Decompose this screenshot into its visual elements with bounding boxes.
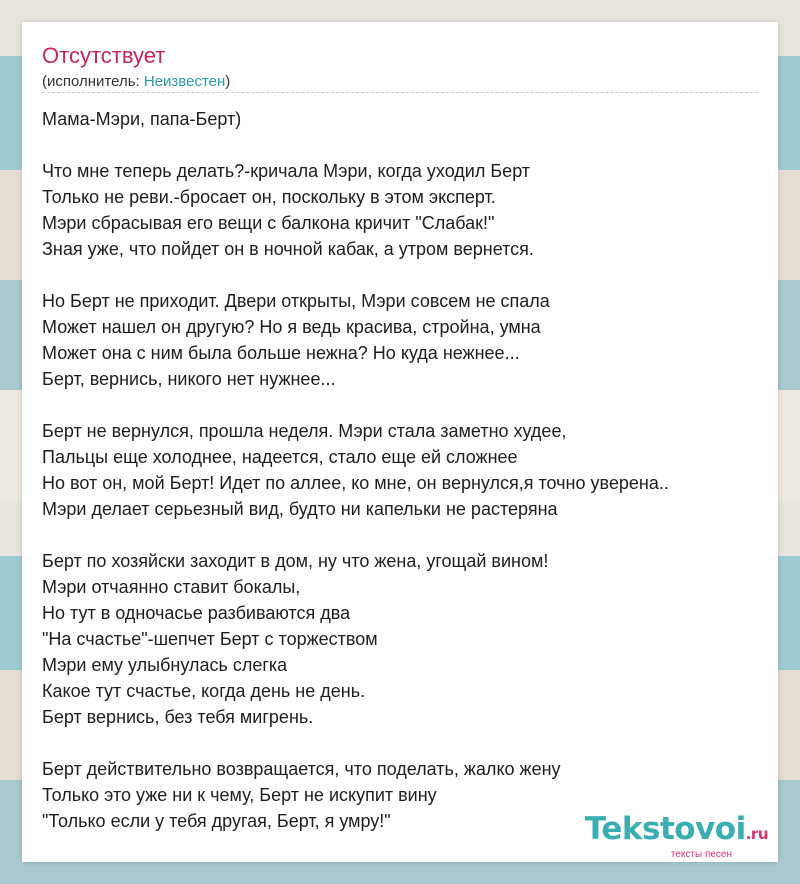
lyric-line: Какое тут счастье, когда день не день. [42, 681, 366, 701]
lyrics-text [42, 106, 768, 860]
lyric-line: Пальцы еще холоднее, надеется, стало еще ей сложнее [42, 447, 518, 467]
lyric-line: Мэри отчаянно ставит бокалы, [42, 577, 301, 597]
stanza [42, 158, 768, 262]
stanza [42, 288, 768, 392]
lyric-line: Берт вернись, без тебя мигрень. [42, 707, 314, 727]
stanza [42, 418, 768, 522]
artist-link[interactable]: Неизвестен [143, 73, 226, 90]
song-title: Отсутствует [42, 43, 166, 68]
lyric-line: "На счастье"-шепчет Берт с торжеством [42, 629, 378, 649]
logo-tagline: тексты песен [670, 849, 732, 860]
lyric-line: "Только если у тебя другая, Берт, я умру!" [42, 811, 391, 831]
lyric-line: Может нашел он другую? Но я ведь красива, стройна, умна [42, 317, 541, 337]
lyric-line: Но вот он, мой Берт! Идет по аллее, ко мне, он вернулся,я точно уверена.. [42, 473, 669, 493]
lyric-line: Мэри делает серьезный вид, будто ни капельки не растеряна [42, 499, 558, 519]
divider [42, 92, 758, 93]
logo-wordmark [585, 812, 768, 851]
lyric-line: Берт, вернись, никого нет нужнее... [42, 369, 336, 389]
stanza [42, 548, 768, 730]
lyric-line: Может она с ним была больше нежна? Но куда нежнее... [42, 343, 520, 363]
logo-name: Tekstovoi [584, 811, 746, 847]
stanza [42, 106, 768, 132]
lyric-line: Берт не вернулся, прошла неделя. Мэри стала заметно худее, [42, 421, 567, 441]
lyric-line: Берт действительно возвращается, что поделать, жалко жену [42, 759, 561, 779]
artist-line [42, 72, 230, 92]
lyric-line: Мэри сбрасывая его вещи с балкона кричит "Слабак!" [42, 213, 495, 233]
lyric-line: Мэри ему улыбнулась слегка [42, 655, 288, 675]
lyric-line: Только это уже ни к чему, Берт не искупит вину [42, 785, 437, 805]
lyric-line: Но Берт не приходит. Двери открыты, Мэри совсем не спала [42, 291, 550, 311]
artist-suffix: ) [225, 73, 231, 90]
lyric-line: Мама-Мэри, папа-Берт) [42, 109, 242, 129]
lyric-line: Только не реви.-бросает он, поскольку в этом эксперт. [42, 187, 496, 207]
lyric-line: Берт по хозяйски заходит в дом, ну что жена, угощай вином! [42, 551, 549, 571]
lyric-line: Но тут в одночасье разбиваются два [42, 603, 351, 623]
lyric-line: Зная уже, что пойдет он в ночной кабак, а утром вернется. [42, 239, 534, 259]
lyrics-card [22, 22, 778, 862]
site-logo[interactable] [585, 812, 768, 860]
artist-prefix: (исполнитель: [42, 73, 144, 90]
logo-domain: .ru [745, 825, 768, 843]
lyric-line: Что мне теперь делать?-кричала Мэри, когда уходил Берт [42, 161, 531, 181]
